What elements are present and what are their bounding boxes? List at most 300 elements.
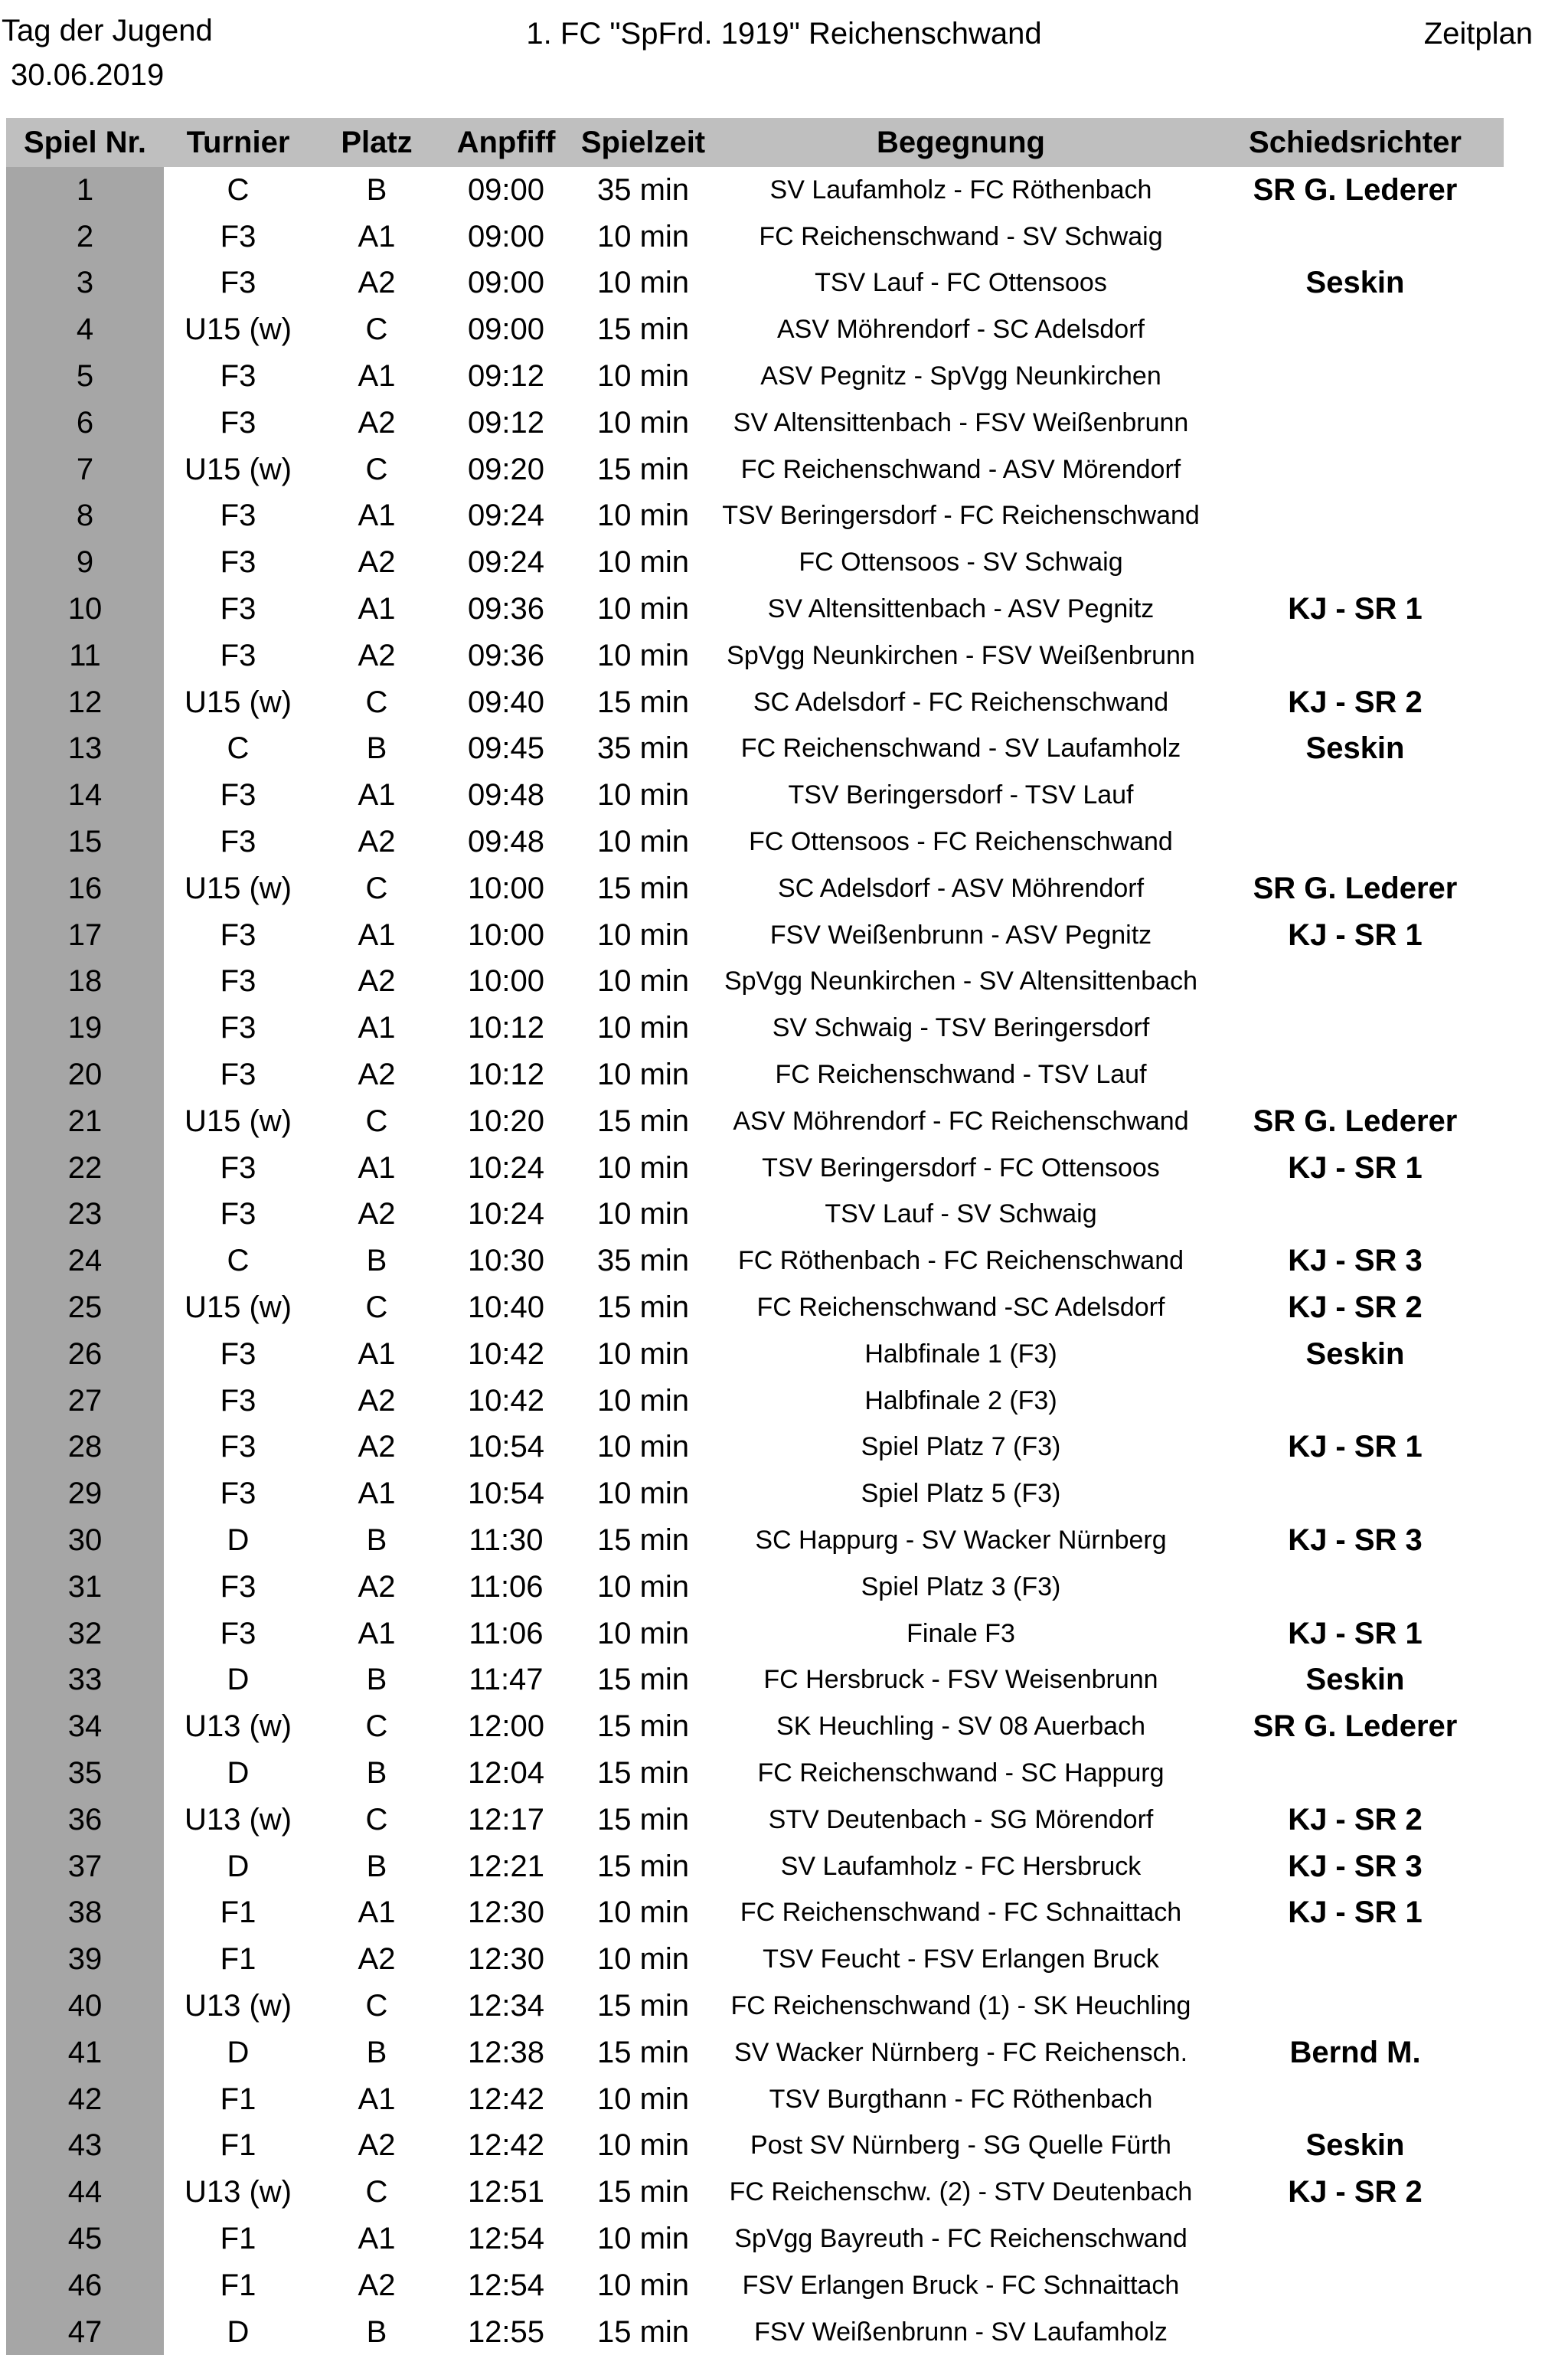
cell-begegnung: ASV Pegnitz - SpVgg Neunkirchen — [760, 361, 1161, 391]
cell-spielzeit: 15 min — [596, 452, 690, 486]
cell-schiedsrichter — [1207, 959, 1504, 1006]
column-header-turnier: Turnier — [164, 118, 312, 167]
cell-platz: C — [365, 1104, 388, 1138]
cell-schiedsrichter: SR G. Lederer — [1253, 1709, 1458, 1744]
table-row — [6, 1424, 1504, 1471]
cell-spiel-nr: 45 — [6, 2216, 164, 2262]
cell-anpfiff: 09:36 — [467, 638, 545, 672]
cell-platz: A2 — [358, 1058, 396, 1092]
cell-spiel-nr: 3 — [6, 260, 164, 307]
cell-begegnung: SV Schwaig - TSV Beringersdorf — [772, 1013, 1150, 1043]
cell-spielzeit: 10 min — [596, 917, 690, 952]
cell-begegnung: STV Deutenbach - SG Mörendorf — [768, 1804, 1154, 1834]
cell-anpfiff: 10:12 — [467, 1011, 545, 1045]
cell-spiel-nr: 46 — [6, 2262, 164, 2309]
cell-turnier: U15 (w) — [184, 1104, 292, 1138]
cell-schiedsrichter — [1207, 2309, 1504, 2355]
table-row — [6, 2076, 1504, 2123]
cell-platz: B — [366, 1244, 387, 1278]
cell-turnier: F3 — [220, 266, 256, 300]
cell-turnier: F3 — [220, 917, 256, 952]
cell-turnier: F3 — [220, 1150, 256, 1185]
cell-platz: A1 — [358, 1150, 396, 1185]
cell-anpfiff: 10:40 — [467, 1290, 545, 1325]
table-row — [6, 2216, 1504, 2262]
cell-begegnung: FC Reichenschwand - SC Happurg — [757, 1758, 1165, 1788]
table-row — [6, 865, 1504, 912]
cell-spiel-nr: 26 — [6, 1331, 164, 1378]
cell-platz: B — [366, 2314, 387, 2349]
cell-spiel-nr: 16 — [6, 865, 164, 912]
cell-spielzeit: 10 min — [596, 2082, 690, 2116]
cell-spielzeit: 15 min — [596, 1802, 690, 1837]
cell-anpfiff: 09:00 — [467, 219, 545, 253]
cell-begegnung: FC Reichenschwand - ASV Mörendorf — [740, 454, 1181, 484]
cell-anpfiff: 10:54 — [467, 1430, 545, 1464]
cell-spiel-nr: 24 — [6, 1238, 164, 1284]
cell-begegnung: FC Ottensoos - SV Schwaig — [799, 548, 1123, 577]
cell-turnier: U15 (w) — [184, 685, 292, 719]
cell-platz: A2 — [358, 964, 396, 999]
cell-platz: A2 — [358, 638, 396, 672]
cell-spielzeit: 10 min — [596, 964, 690, 999]
cell-spielzeit: 15 min — [596, 1988, 690, 2023]
cell-turnier: D — [227, 1849, 250, 1883]
cell-spielzeit: 15 min — [596, 312, 690, 347]
cell-spiel-nr: 29 — [6, 1470, 164, 1517]
cell-spiel-nr: 38 — [6, 1889, 164, 1936]
schedule-table — [6, 118, 1504, 2355]
cell-begegnung: SpVgg Neunkirchen - FSV Weißenbrunn — [727, 640, 1195, 670]
cell-platz: A1 — [358, 778, 396, 813]
cell-platz: A1 — [358, 592, 396, 626]
cell-anpfiff: 09:48 — [467, 778, 545, 813]
cell-platz: B — [366, 1523, 387, 1557]
cell-begegnung: TSV Beringersdorf - FC Ottensoos — [762, 1153, 1160, 1182]
cell-schiedsrichter — [1207, 539, 1504, 586]
cell-platz: B — [366, 731, 387, 766]
cell-platz: A1 — [358, 1616, 396, 1650]
cell-spielzeit: 10 min — [596, 405, 690, 440]
cell-platz: A1 — [358, 359, 396, 394]
cell-schiedsrichter: KJ - SR 2 — [1288, 2175, 1423, 2209]
cell-turnier: F3 — [220, 1197, 256, 1231]
cell-schiedsrichter — [1207, 1052, 1504, 1098]
cell-schiedsrichter — [1207, 1564, 1504, 1611]
cell-schiedsrichter — [1207, 819, 1504, 865]
cell-begegnung: FSV Weißenbrunn - ASV Pegnitz — [769, 920, 1152, 950]
event-title: Tag der Jugend — [2, 14, 213, 47]
cell-anpfiff: 09:00 — [467, 172, 545, 207]
table-row — [6, 1889, 1504, 1936]
cell-spiel-nr: 5 — [6, 353, 164, 400]
cell-spielzeit: 35 min — [596, 172, 690, 207]
event-date: 30.06.2019 — [11, 58, 165, 92]
cell-turnier: F1 — [220, 1895, 256, 1930]
cell-anpfiff: 10:42 — [467, 1383, 545, 1418]
cell-schiedsrichter: KJ - SR 2 — [1288, 1802, 1423, 1837]
cell-spiel-nr: 37 — [6, 1843, 164, 1890]
cell-spielzeit: 10 min — [596, 2268, 690, 2302]
cell-platz: A2 — [358, 266, 396, 300]
cell-spiel-nr: 13 — [6, 726, 164, 773]
cell-spielzeit: 15 min — [596, 2314, 690, 2349]
table-row — [6, 2262, 1504, 2309]
cell-spielzeit: 15 min — [596, 1290, 690, 1325]
cell-turnier: F3 — [220, 1011, 256, 1045]
cell-spiel-nr: 34 — [6, 1703, 164, 1750]
cell-turnier: F3 — [220, 359, 256, 394]
table-row — [6, 167, 1504, 214]
cell-spielzeit: 10 min — [596, 545, 690, 580]
cell-platz: A2 — [358, 2128, 396, 2163]
cell-begegnung: TSV Beringersdorf - FC Reichenschwand — [722, 501, 1200, 531]
cell-anpfiff: 10:20 — [467, 1104, 545, 1138]
cell-spiel-nr: 19 — [6, 1005, 164, 1052]
cell-spiel-nr: 30 — [6, 1517, 164, 1564]
cell-spielzeit: 10 min — [596, 1197, 690, 1231]
table-row — [6, 260, 1504, 307]
table-row — [6, 959, 1504, 1006]
cell-schiedsrichter — [1207, 2076, 1504, 2123]
cell-anpfiff: 10:12 — [467, 1058, 545, 1092]
table-row — [6, 1098, 1504, 1145]
cell-anpfiff: 12:00 — [467, 1709, 545, 1744]
cell-schiedsrichter — [1207, 1378, 1504, 1424]
cell-spielzeit: 10 min — [596, 1895, 690, 1930]
cell-spiel-nr: 44 — [6, 2169, 164, 2216]
table-row — [6, 1703, 1504, 1750]
cell-platz: A2 — [358, 1383, 396, 1418]
cell-platz: A1 — [358, 917, 396, 952]
cell-anpfiff: 09:00 — [467, 312, 545, 347]
cell-platz: C — [365, 1802, 388, 1837]
cell-spiel-nr: 25 — [6, 1284, 164, 1331]
cell-begegnung: Spiel Platz 7 (F3) — [861, 1432, 1061, 1462]
cell-turnier: U15 (w) — [184, 871, 292, 905]
cell-spielzeit: 10 min — [596, 2221, 690, 2255]
cell-spiel-nr: 15 — [6, 819, 164, 865]
cell-spielzeit: 10 min — [596, 359, 690, 394]
cell-platz: A2 — [358, 1197, 396, 1231]
cell-anpfiff: 10:24 — [467, 1150, 545, 1185]
cell-anpfiff: 12:21 — [467, 1849, 545, 1883]
cell-spiel-nr: 35 — [6, 1750, 164, 1797]
cell-spielzeit: 15 min — [596, 1663, 690, 1697]
cell-spiel-nr: 43 — [6, 2122, 164, 2169]
cell-schiedsrichter — [1207, 1750, 1504, 1797]
cell-anpfiff: 09:20 — [467, 452, 545, 486]
cell-spielzeit: 15 min — [596, 1104, 690, 1138]
cell-anpfiff: 09:24 — [467, 545, 545, 580]
table-row — [6, 2030, 1504, 2076]
table-row — [6, 400, 1504, 446]
cell-anpfiff: 09:45 — [467, 731, 545, 766]
cell-turnier: F3 — [220, 499, 256, 533]
table-row — [6, 633, 1504, 679]
table-row — [6, 2122, 1504, 2169]
cell-schiedsrichter — [1207, 2262, 1504, 2309]
table-row — [6, 214, 1504, 260]
cell-anpfiff: 10:30 — [467, 1244, 545, 1278]
table-row — [6, 1470, 1504, 1517]
cell-anpfiff: 12:55 — [467, 2314, 545, 2349]
cell-schiedsrichter: Seskin — [1305, 1663, 1405, 1697]
cell-schiedsrichter: KJ - SR 1 — [1288, 1150, 1423, 1185]
cell-anpfiff: 12:51 — [467, 2175, 545, 2209]
column-header-begegnung: Begegnung — [715, 118, 1207, 167]
table-row — [6, 1750, 1504, 1797]
cell-spiel-nr: 23 — [6, 1192, 164, 1238]
cell-turnier: F3 — [220, 1569, 256, 1604]
cell-schiedsrichter: Seskin — [1305, 2128, 1405, 2163]
cell-turnier: F3 — [220, 1430, 256, 1464]
cell-spielzeit: 10 min — [596, 219, 690, 253]
cell-begegnung: SV Altensittenbach - FSV Weißenbrunn — [733, 407, 1189, 437]
cell-platz: A2 — [358, 405, 396, 440]
cell-anpfiff: 12:17 — [467, 1802, 545, 1837]
cell-begegnung: ASV Möhrendorf - FC Reichenschwand — [733, 1106, 1189, 1136]
cell-spielzeit: 10 min — [596, 1336, 690, 1371]
cell-turnier: F3 — [220, 825, 256, 859]
cell-schiedsrichter — [1207, 1005, 1504, 1052]
cell-anpfiff: 11:06 — [469, 1616, 544, 1650]
cell-anpfiff: 12:30 — [467, 1895, 545, 1930]
cell-turnier: F3 — [220, 778, 256, 813]
cell-schiedsrichter: SR G. Lederer — [1253, 871, 1458, 905]
cell-spiel-nr: 31 — [6, 1564, 164, 1611]
cell-anpfiff: 12:04 — [467, 1755, 545, 1790]
cell-begegnung: FC Reichenschwand - FC Schnaittach — [740, 1898, 1182, 1928]
cell-spiel-nr: 10 — [6, 586, 164, 633]
cell-schiedsrichter: KJ - SR 1 — [1288, 917, 1423, 952]
cell-spiel-nr: 17 — [6, 912, 164, 959]
cell-schiedsrichter: Seskin — [1305, 731, 1405, 766]
table-header-row — [6, 118, 1504, 167]
cell-turnier: F3 — [220, 638, 256, 672]
table-row — [6, 1005, 1504, 1052]
cell-spiel-nr: 47 — [6, 2309, 164, 2355]
cell-schiedsrichter — [1207, 633, 1504, 679]
cell-turnier: U15 (w) — [184, 1290, 292, 1325]
cell-turnier: U13 (w) — [184, 1802, 292, 1837]
table-row — [6, 539, 1504, 586]
cell-schiedsrichter — [1207, 1470, 1504, 1517]
cell-spielzeit: 10 min — [596, 778, 690, 813]
cell-schiedsrichter — [1207, 1983, 1504, 2030]
cell-begegnung: ASV Möhrendorf - SC Adelsdorf — [776, 315, 1145, 345]
cell-spielzeit: 10 min — [596, 2128, 690, 2163]
cell-turnier: F3 — [220, 545, 256, 580]
table-row — [6, 586, 1504, 633]
table-row — [6, 1936, 1504, 1983]
cell-begegnung: Post SV Nürnberg - SG Quelle Fürth — [750, 2131, 1171, 2160]
cell-anpfiff: 09:24 — [467, 499, 545, 533]
cell-begegnung: Finale F3 — [906, 1618, 1015, 1648]
cell-spielzeit: 10 min — [596, 1942, 690, 1977]
table-row — [6, 1284, 1504, 1331]
table-row — [6, 306, 1504, 353]
cell-begegnung: TSV Beringersdorf - TSV Lauf — [788, 780, 1134, 810]
table-row — [6, 446, 1504, 493]
cell-spiel-nr: 2 — [6, 214, 164, 260]
cell-spiel-nr: 7 — [6, 446, 164, 493]
cell-begegnung: FC Reichenschwand - SV Schwaig — [759, 221, 1163, 251]
cell-platz: C — [365, 685, 388, 719]
cell-schiedsrichter: KJ - SR 2 — [1288, 1290, 1423, 1325]
table-row — [6, 1517, 1504, 1564]
cell-platz: C — [365, 1709, 388, 1744]
table-row — [6, 726, 1504, 773]
cell-spiel-nr: 18 — [6, 959, 164, 1006]
cell-schiedsrichter: KJ - SR 1 — [1288, 1616, 1423, 1650]
cell-spiel-nr: 8 — [6, 493, 164, 540]
cell-schiedsrichter: Bernd M. — [1289, 2035, 1421, 2069]
cell-platz: A1 — [358, 1477, 396, 1511]
cell-spiel-nr: 9 — [6, 539, 164, 586]
document-type: Zeitplan — [1423, 17, 1533, 51]
cell-turnier: D — [227, 1663, 250, 1697]
cell-turnier: D — [227, 2314, 250, 2349]
cell-turnier: U15 (w) — [184, 312, 292, 347]
cell-spielzeit: 15 min — [596, 2035, 690, 2069]
cell-schiedsrichter — [1207, 306, 1504, 353]
cell-schiedsrichter: KJ - SR 1 — [1288, 592, 1423, 626]
cell-begegnung: TSV Feucht - FSV Erlangen Bruck — [763, 1945, 1159, 1974]
cell-spiel-nr: 20 — [6, 1052, 164, 1098]
cell-begegnung: FC Ottensoos - FC Reichenschwand — [749, 827, 1173, 857]
cell-spielzeit: 35 min — [596, 1244, 690, 1278]
table-row — [6, 1564, 1504, 1611]
cell-spiel-nr: 36 — [6, 1797, 164, 1843]
cell-platz: A2 — [358, 2268, 396, 2302]
cell-turnier: F1 — [220, 1942, 256, 1977]
cell-schiedsrichter — [1207, 1936, 1504, 1983]
cell-schiedsrichter: KJ - SR 1 — [1288, 1430, 1423, 1464]
cell-spielzeit: 15 min — [596, 2175, 690, 2209]
cell-spielzeit: 15 min — [596, 1755, 690, 1790]
cell-begegnung: SV Laufamholz - FC Hersbruck — [780, 1851, 1142, 1881]
column-header-schiedsrichter: Schiedsrichter — [1207, 118, 1504, 167]
cell-begegnung: TSV Burgthann - FC Röthenbach — [769, 2084, 1153, 2114]
cell-begegnung: FC Röthenbach - FC Reichenschwand — [737, 1246, 1184, 1276]
cell-turnier: C — [227, 172, 250, 207]
cell-platz: C — [365, 871, 388, 905]
cell-spiel-nr: 28 — [6, 1424, 164, 1471]
cell-platz: C — [365, 1290, 388, 1325]
cell-spiel-nr: 40 — [6, 1983, 164, 2030]
cell-begegnung: Halbfinale 1 (F3) — [864, 1339, 1057, 1369]
cell-anpfiff: 10:00 — [467, 917, 545, 952]
cell-schiedsrichter — [1207, 214, 1504, 260]
cell-anpfiff: 12:54 — [467, 2221, 545, 2255]
cell-anpfiff: 10:00 — [467, 964, 545, 999]
cell-spielzeit: 10 min — [596, 1616, 690, 1650]
cell-spiel-nr: 12 — [6, 679, 164, 726]
cell-platz: A2 — [358, 545, 396, 580]
cell-begegnung: FC Reichenschwand (1) - SK Heuchling — [730, 1990, 1191, 2020]
cell-turnier: F1 — [220, 2082, 256, 2116]
cell-anpfiff: 09:48 — [467, 825, 545, 859]
cell-anpfiff: 12:42 — [467, 2082, 545, 2116]
club-title: 1. FC "SpFrd. 1919" Reichenschwand — [526, 17, 1042, 51]
cell-anpfiff: 09:00 — [467, 266, 545, 300]
table-row — [6, 772, 1504, 819]
table-row — [6, 493, 1504, 540]
cell-spiel-nr: 4 — [6, 306, 164, 353]
table-row — [6, 1611, 1504, 1657]
cell-turnier: U15 (w) — [184, 452, 292, 486]
cell-spiel-nr: 21 — [6, 1098, 164, 1145]
cell-anpfiff: 12:38 — [467, 2035, 545, 2069]
cell-begegnung: SV Altensittenbach - ASV Pegnitz — [767, 594, 1155, 624]
column-header-spiel-nr: Spiel Nr. — [6, 118, 164, 167]
cell-turnier: C — [227, 731, 250, 766]
cell-turnier: U13 (w) — [184, 1709, 292, 1744]
cell-platz: C — [365, 2175, 388, 2209]
cell-turnier: U13 (w) — [184, 2175, 292, 2209]
cell-turnier: F3 — [220, 405, 256, 440]
cell-anpfiff: 10:24 — [467, 1197, 545, 1231]
cell-platz: A2 — [358, 825, 396, 859]
table-row — [6, 1797, 1504, 1843]
table-row — [6, 679, 1504, 726]
cell-schiedsrichter: SR G. Lederer — [1253, 1104, 1458, 1138]
cell-anpfiff: 11:06 — [469, 1569, 544, 1604]
cell-turnier: F1 — [220, 2128, 256, 2163]
cell-schiedsrichter: KJ - SR 3 — [1288, 1849, 1423, 1883]
table-row — [6, 2169, 1504, 2216]
cell-schiedsrichter: KJ - SR 2 — [1288, 685, 1423, 719]
cell-begegnung: FSV Weißenbrunn - SV Laufamholz — [754, 2317, 1168, 2347]
cell-turnier: F3 — [220, 1616, 256, 1650]
cell-schiedsrichter — [1207, 353, 1504, 400]
cell-platz: C — [365, 1988, 388, 2023]
cell-begegnung: Spiel Platz 5 (F3) — [861, 1479, 1061, 1509]
cell-platz: B — [366, 1663, 387, 1697]
cell-anpfiff: 10:00 — [467, 871, 545, 905]
table-row — [6, 819, 1504, 865]
cell-spiel-nr: 6 — [6, 400, 164, 446]
cell-spielzeit: 10 min — [596, 1477, 690, 1511]
cell-platz: A1 — [358, 499, 396, 533]
cell-anpfiff: 11:30 — [469, 1523, 544, 1557]
cell-anpfiff: 09:12 — [467, 359, 545, 394]
cell-spiel-nr: 41 — [6, 2030, 164, 2076]
cell-turnier: F3 — [220, 1336, 256, 1371]
cell-spielzeit: 10 min — [596, 1058, 690, 1092]
cell-turnier: F1 — [220, 2268, 256, 2302]
cell-spielzeit: 10 min — [596, 499, 690, 533]
cell-platz: A1 — [358, 2221, 396, 2255]
cell-spielzeit: 10 min — [596, 592, 690, 626]
column-header-platz: Platz — [312, 118, 441, 167]
cell-schiedsrichter: KJ - SR 1 — [1288, 1895, 1423, 1930]
table-row — [6, 1145, 1504, 1192]
cell-platz: A2 — [358, 1430, 396, 1464]
cell-spielzeit: 10 min — [596, 1430, 690, 1464]
cell-begegnung: SV Wacker Nürnberg - FC Reichensch. — [733, 2037, 1188, 2067]
cell-schiedsrichter: Seskin — [1305, 1336, 1405, 1371]
table-row — [6, 2309, 1504, 2355]
table-row — [6, 353, 1504, 400]
cell-begegnung: SK Heuchling - SV 08 Auerbach — [776, 1712, 1145, 1742]
cell-turnier: F3 — [220, 219, 256, 253]
cell-platz: B — [366, 1755, 387, 1790]
table-row — [6, 1238, 1504, 1284]
cell-anpfiff: 10:54 — [467, 1477, 545, 1511]
cell-schiedsrichter — [1207, 2216, 1504, 2262]
